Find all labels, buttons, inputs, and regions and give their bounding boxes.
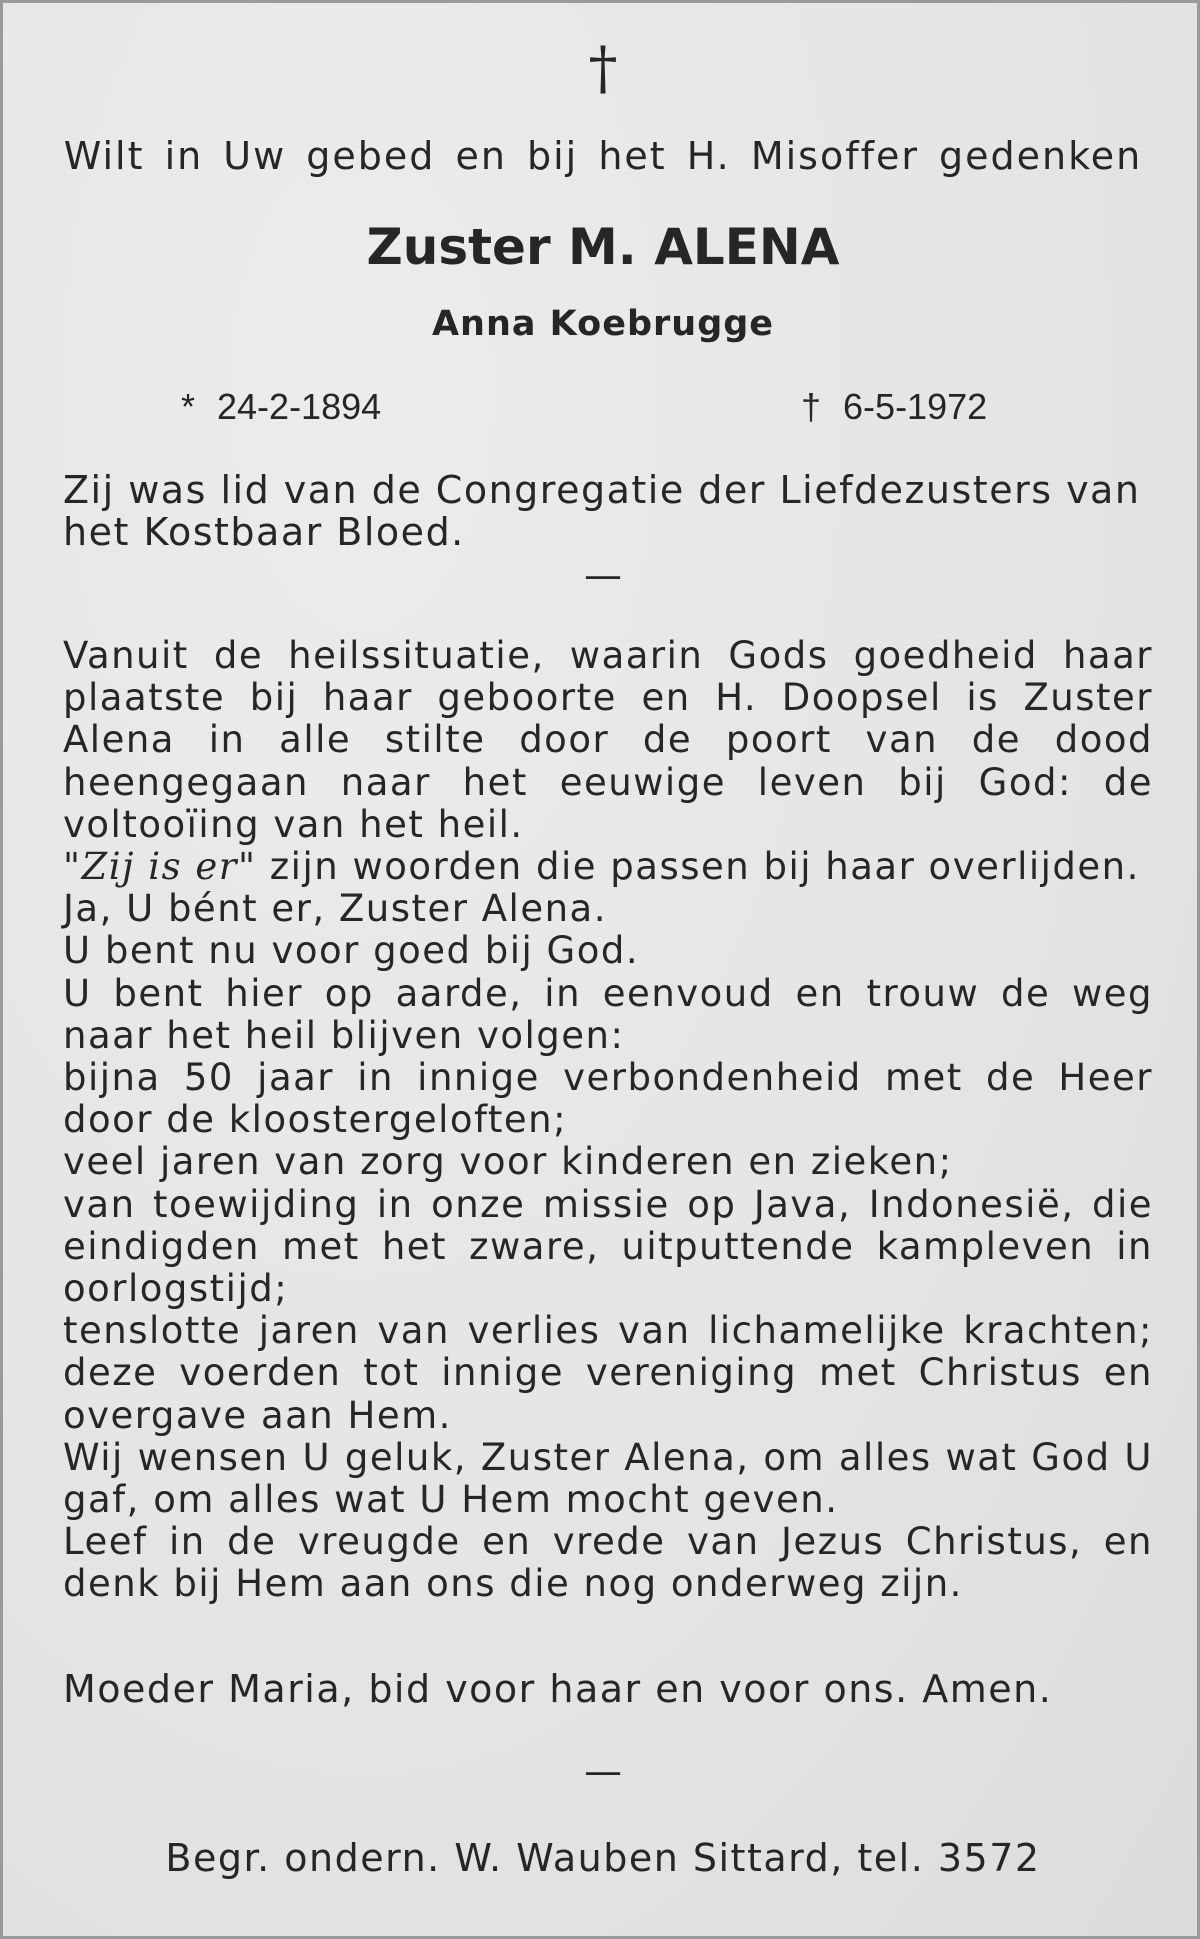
body-text bbox=[63, 635, 1153, 1606]
birth-date-value: 24-2-1894 bbox=[217, 386, 382, 427]
civil-name: Anna Koebrugge bbox=[431, 304, 775, 344]
quote-continuation: zijn woorden die passen bij haar overlijden. bbox=[256, 845, 1140, 889]
body-paragraph: Vanuit de heilssituatie, waarin Gods goedheid haar plaatste bij haar geboorte en H. Doopsel is Zuster Alena in alle stilte door de poort van de dood heengegaan naar het eeuwige leven bij God: de voltooïing van het heil. bbox=[63, 634, 1153, 846]
separator-bottom: — bbox=[584, 1749, 622, 1793]
undertaker-footer: Begr. ondern. W. Wauben Sittard, tel. 3572 bbox=[165, 1836, 1041, 1880]
body-paragraph: Ja, U bént er, Zuster Alena. bbox=[63, 887, 607, 931]
body-paragraph-quote bbox=[63, 846, 1153, 888]
religious-name: Zuster M. ALENA bbox=[366, 218, 840, 276]
birth-star-icon: * bbox=[181, 386, 196, 427]
body-paragraph: U bent hier op aarde, in eenvoud en trouw de weg naar het heil blijven volgen: bbox=[63, 971, 1153, 1057]
separator-top: — bbox=[584, 553, 622, 597]
body-paragraph: Wij wensen U geluk, Zuster Alena, om alles wat God U gaf, om alles wat U Hem mocht geven. bbox=[63, 1435, 1153, 1522]
body-paragraph: U bent nu voor goed bij God. bbox=[63, 929, 640, 973]
death-date-value: 6-5-1972 bbox=[843, 386, 988, 427]
body-paragraph: Leef in de vreugde en vrede van Jezus Christus, en denk bij Hem aan ons die nog onderweg zijn. bbox=[63, 1520, 1153, 1606]
closing-prayer: Moeder Maria, bid voor haar en voor ons. Amen. bbox=[63, 1667, 1053, 1711]
death-date bbox=[801, 383, 987, 431]
birth-date bbox=[181, 383, 381, 431]
intro-line: Wilt in Uw gebed en bij het H. Misoffer gedenken bbox=[63, 134, 1143, 178]
body-paragraph: veel jaren van zorg voor kinderen en zieken; bbox=[63, 1140, 953, 1184]
body-paragraph: bijna 50 jaar in innige verbondenheid met de Heer door de kloostergeloften; bbox=[63, 1056, 1153, 1142]
body-paragraph: van toewijding in onze missie op Java, Indonesië, die eindigden met het zware, uitputtende kampleven in oorlogstijd; bbox=[63, 1182, 1153, 1311]
death-cross-icon: † bbox=[801, 386, 822, 427]
quote-text: "Zij is er" bbox=[63, 845, 257, 889]
congregation-text: Zij was lid van de Congregatie der Liefdezusters van het Kostbaar Bloed. bbox=[63, 468, 1141, 554]
body-paragraph: tenslotte jaren van verlies van lichamelijke krachten; deze voerden tot innige vereniging met Christus en overgave aan Hem. bbox=[63, 1309, 1153, 1437]
cross-icon: † bbox=[588, 34, 618, 102]
